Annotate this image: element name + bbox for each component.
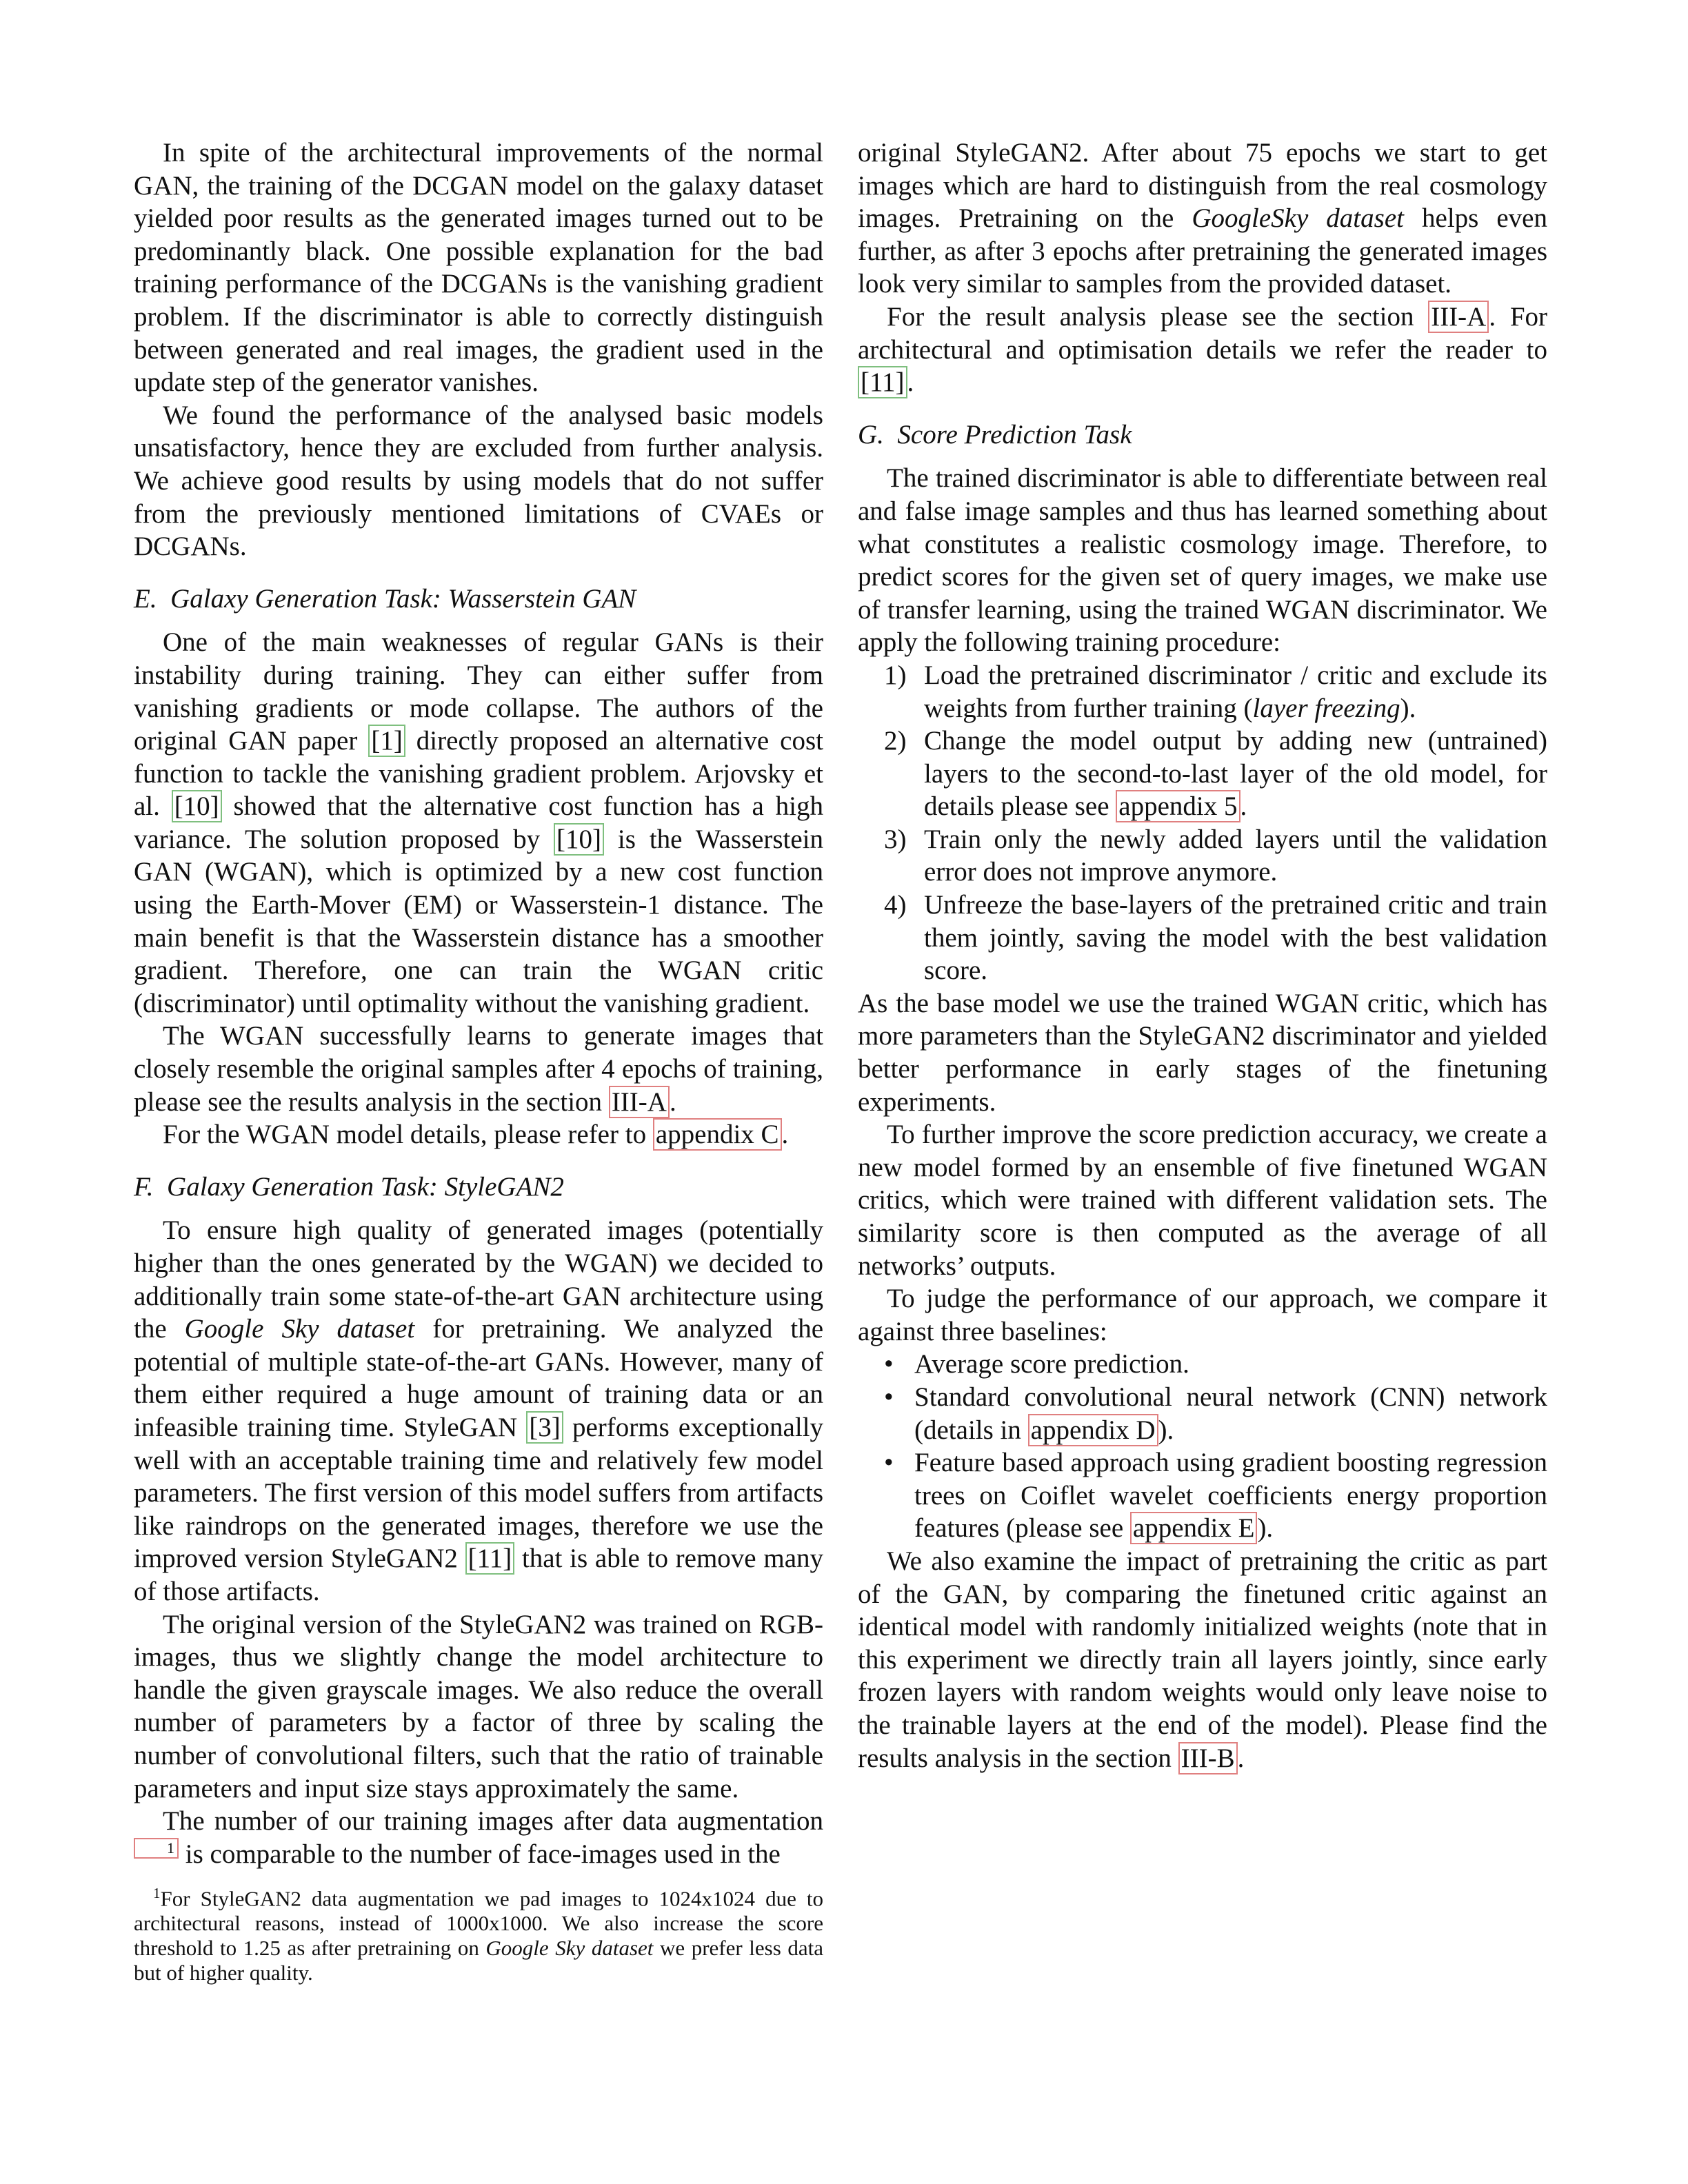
text: For the result analysis please see the section xyxy=(887,301,1429,332)
text: we prefer less data but of higher quality. xyxy=(134,1936,823,1985)
paragraph xyxy=(134,1805,823,1870)
left-column xyxy=(134,136,823,1870)
text: is the Wasserstein GAN (WGAN), which is optimized by a new cost function using the Earth-Mover (EM) or Wasserstein-1 distance. The main benefit is that the Wasserstein distance has a smoother gradient. Therefore, one can train the WGAN critic (discriminator) until optimality without the vanishing gradient. xyxy=(134,824,823,1018)
list-item xyxy=(858,659,1547,725)
section-letter: G. xyxy=(858,419,884,449)
text: . xyxy=(781,1120,789,1150)
section-letter: F. xyxy=(134,1171,154,1202)
paragraph xyxy=(134,1020,823,1118)
text: Train only the newly added layers until the validation error does not improve anymore. xyxy=(924,824,1547,887)
paragraph xyxy=(134,1214,823,1608)
text: Load the pretrained discriminator / critic and exclude its weights from further training ( xyxy=(924,660,1547,723)
section-title: Score Prediction Task xyxy=(897,419,1132,449)
text: for pretraining. We analyzed the potential of multiple state-of-the-art GANs. However, many of them either required a huge amount of training data or an infeasible training time. StyleGAN xyxy=(134,1314,823,1442)
section-heading-g xyxy=(858,418,1547,452)
paragraph: To further improve the score prediction accuracy, we create a new model formed by an ensemble of five finetuned WGAN critics, which were trained with different validation sets. The similarity score is then computed as the average of all networks’ outputs. xyxy=(858,1120,1547,1281)
section-link[interactable]: III-A xyxy=(1428,301,1489,333)
text: . For architectural and optimisation details we refer the reader to xyxy=(858,301,1547,365)
citation-link[interactable]: [10] xyxy=(172,790,222,822)
section-title: Galaxy Generation Task: Wasserstein GAN xyxy=(170,583,636,614)
text: . xyxy=(1240,791,1247,822)
footnote-link[interactable]: 1 xyxy=(134,1838,179,1859)
text: . xyxy=(907,367,914,398)
paragraph: The original version of the StyleGAN2 was trained on RGB-images, thus we slightly change the model architecture to handle the given grayscale images. We also reduce the overall number of parameters by a factor of three by scaling the number of convolutional filters, such that the ratio of trainable parameters and input size stays approximately the same. xyxy=(134,1609,823,1803)
paragraph xyxy=(858,301,1547,399)
text: Unfreeze the base-layers of the pretrained critic and train them jointly, saving the model with the best validation score. xyxy=(924,890,1547,986)
procedure-list xyxy=(858,659,1547,987)
paragraph: To judge the performance of our approach, we compare it against three baselines: xyxy=(858,1284,1547,1346)
paragraph: The trained discriminator is able to differentiate between real and false image samples and thus has learned something about what constitutes a realistic cosmology image. Therefore, to predict scores for the given set of query images, we make use of transfer learning, using the trained WGAN discriminator. We apply the following training procedure: xyxy=(858,463,1547,658)
dataset-name: Google Sky dataset xyxy=(485,1936,654,1961)
text: performs exceptionally well with an acceptable training time and relatively few model parameters. The first version of this model suffers from artifacts like raindrops on the generated images, therefore we use the improved version StyleGAN2 xyxy=(134,1412,823,1574)
citation-link[interactable]: [11] xyxy=(465,1542,515,1575)
right-column xyxy=(858,136,1547,1775)
bullet-icon: • xyxy=(884,1382,894,1412)
appendix-link[interactable]: appendix D xyxy=(1028,1414,1158,1446)
text: For the WGAN model details, please refer to xyxy=(163,1120,653,1150)
text: Average score prediction. xyxy=(914,1349,1189,1379)
text: helps even further, as after 3 epochs after pretraining the generated images look very similar to samples from the provided dataset. xyxy=(858,203,1547,299)
text: We also examine the impact of pretraining the critic as part of the GAN, by comparing the finetuned critic against an identical model with randomly initialized weights (note that in this experiment we directly train all layers jointly, since early frozen layers with random weights would only leave noise to the trainable layers at the end of the model). Please find the results analysis in the section xyxy=(858,1546,1547,1773)
list-item xyxy=(858,889,1547,987)
list-number: 3) xyxy=(884,824,907,854)
appendix-link[interactable]: appendix 5 xyxy=(1116,790,1240,822)
footnote xyxy=(134,1881,823,1985)
section-heading-e xyxy=(134,583,823,616)
list-item xyxy=(858,1381,1547,1446)
text: For StyleGAN2 data augmentation we pad images to 1024x1024 due to architectural reasons, instead of 1000x1000. We also increase the score threshold to 1.25 as after pretraining on xyxy=(134,1886,823,1961)
paragraph xyxy=(134,1118,823,1151)
list-item xyxy=(858,1348,1547,1381)
list-item xyxy=(858,725,1547,823)
baseline-list xyxy=(858,1348,1547,1545)
paragraph xyxy=(858,1545,1547,1775)
text: The WGAN successfully learns to generate images that closely resemble the original samples after 4 epochs of training, please see the results analysis in the section xyxy=(134,1021,823,1117)
list-number: 4) xyxy=(884,890,907,920)
text: Standard convolutional neural network (CNN) network (details in xyxy=(914,1382,1547,1445)
bullet-icon: • xyxy=(884,1349,894,1379)
section-title: Galaxy Generation Task: StyleGAN2 xyxy=(167,1171,564,1202)
text: One of the main weaknesses of regular GANs is their instability during training. They can either suffer from vanishing gradients or mode collapse. The authors of the original GAN paper xyxy=(134,627,823,756)
text: . xyxy=(1237,1743,1245,1773)
paragraph: As the base model we use the trained WGAN critic, which has more parameters than the StyleGAN2 discriminator and yielded better performance in early stages of the finetuning experiments. xyxy=(858,988,1547,1117)
text: ). xyxy=(1158,1415,1174,1445)
text: Change the model output by adding new (untrained) layers to the second-to-last layer of the old model, for details please see xyxy=(924,726,1547,822)
list-number: 1) xyxy=(884,660,907,690)
text: that is able to remove many of those artifacts. xyxy=(134,1544,824,1606)
section-link[interactable]: III-A xyxy=(609,1086,670,1118)
text: The number of our training images after data augmentation xyxy=(163,1806,823,1837)
dataset-name: GoogleSky dataset xyxy=(1192,203,1404,234)
paragraph: In spite of the architectural improvements of the normal GAN, the training of the DCGAN model on the galaxy dataset yielded poor results as the generated images turned out to be predominantly black. One possible explanation for the bad training performance of the DCGANs is the vanishing gradient problem. If the discriminator is able to correctly distinguish between generated and real images, the gradient used in the update step of the generator vanishes. xyxy=(134,138,823,398)
section-link[interactable]: III-B xyxy=(1178,1742,1238,1775)
list-item xyxy=(858,823,1547,889)
text: ). xyxy=(1400,693,1416,723)
text: directly proposed an alternative cost function to tackle the vanishing gradient problem. Arjovsky et al. xyxy=(134,726,824,822)
paragraph xyxy=(858,136,1547,301)
text: is comparable to the number of face-images used in the xyxy=(179,1839,781,1869)
text: . xyxy=(669,1086,676,1117)
text: showed that the alternative cost function has a high variance. The solution proposed by xyxy=(134,791,823,854)
citation-link[interactable]: [1] xyxy=(368,725,405,757)
appendix-link[interactable]: appendix C xyxy=(653,1118,782,1151)
paragraph: We found the performance of the analysed basic models unsatisfactory, hence they are excluded from further analysis. We achieve good results by using models that do not suffer from the previously mentioned limitations of CVAEs or DCGANs. xyxy=(134,400,823,562)
paragraph xyxy=(134,626,823,1020)
text: original StyleGAN2. After about 75 epochs we start to get images which are hard to distinguish from the real cosmology images. Pretraining on the xyxy=(858,138,1547,234)
section-letter: E. xyxy=(134,583,157,614)
text: Feature based approach using gradient boosting regression trees on Coiflet wavelet coefficients energy proportion features (please see xyxy=(914,1448,1547,1544)
citation-link[interactable]: [11] xyxy=(858,366,907,398)
citation-link[interactable]: [3] xyxy=(526,1411,563,1444)
list-number: 2) xyxy=(884,726,907,756)
footnote-mark: 1 xyxy=(153,1885,161,1901)
section-heading-f xyxy=(134,1171,823,1204)
bullet-icon: • xyxy=(884,1448,894,1478)
text: ). xyxy=(1257,1513,1274,1544)
text: To ensure high quality of generated images (potentially higher than the ones generated by the WGAN) we decided to additionally train some state-of-the-art GAN architecture using the xyxy=(134,1215,823,1344)
citation-link[interactable]: [10] xyxy=(554,823,604,856)
list-item xyxy=(858,1446,1547,1545)
appendix-link[interactable]: appendix E xyxy=(1130,1512,1258,1544)
dataset-name: Google Sky dataset xyxy=(184,1314,415,1344)
emphasis: layer freezing xyxy=(1252,693,1400,723)
